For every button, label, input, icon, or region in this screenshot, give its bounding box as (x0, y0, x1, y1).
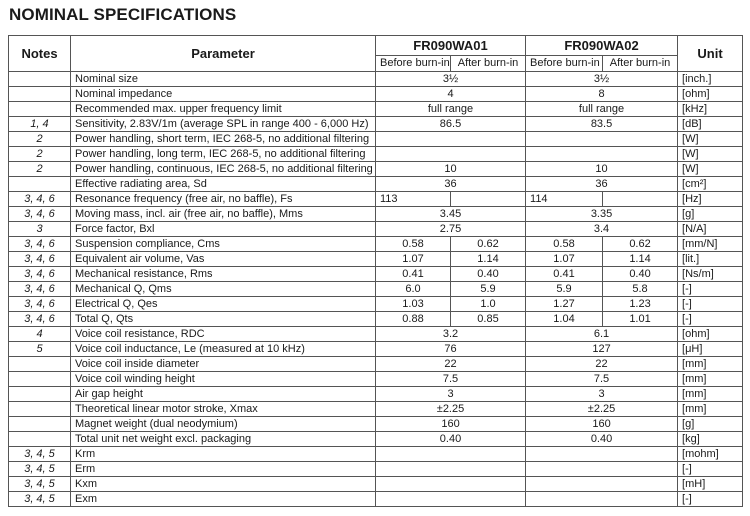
unit-cell: [mohm] (678, 447, 743, 462)
notes-header: Notes (9, 36, 71, 72)
value-cell: 1.23 (603, 297, 678, 312)
value-cell: 0.85 (451, 312, 526, 327)
unit-cell: [ohm] (678, 327, 743, 342)
notes-cell (9, 357, 71, 372)
parameter-cell: Nominal size (71, 72, 376, 87)
table-row (9, 177, 743, 192)
value-cell (526, 462, 678, 477)
notes-cell: 3, 4, 6 (9, 297, 71, 312)
value-cell: 3.2 (376, 327, 526, 342)
value-cell (376, 447, 526, 462)
unit-cell: [W] (678, 147, 743, 162)
value-cell: full range (526, 102, 678, 117)
table-row (9, 372, 743, 387)
notes-cell (9, 72, 71, 87)
table-row (9, 87, 743, 102)
table-row (9, 417, 743, 432)
value-cell: 83.5 (526, 117, 678, 132)
parameter-cell: Mechanical Q, Qms (71, 282, 376, 297)
model-header: FR090WA01 (376, 36, 526, 56)
spec-table (8, 35, 743, 507)
unit-cell: [kg] (678, 432, 743, 447)
value-cell: 1.27 (526, 297, 603, 312)
value-cell (526, 477, 678, 492)
table-row (9, 387, 743, 402)
value-cell (526, 147, 678, 162)
value-cell: 6.0 (376, 282, 451, 297)
parameter-cell: Voice coil winding height (71, 372, 376, 387)
table-row (9, 237, 743, 252)
notes-cell: 3, 4, 5 (9, 447, 71, 462)
table-row (9, 282, 743, 297)
value-cell: 5.9 (526, 282, 603, 297)
value-cell: 36 (526, 177, 678, 192)
unit-cell: [Hz] (678, 192, 743, 207)
notes-cell: 2 (9, 147, 71, 162)
notes-cell (9, 417, 71, 432)
notes-cell: 3, 4, 6 (9, 312, 71, 327)
parameter-cell: Voice coil resistance, RDC (71, 327, 376, 342)
value-cell: 1.04 (526, 312, 603, 327)
table-row (9, 147, 743, 162)
table-row (9, 432, 743, 447)
notes-cell: 3 (9, 222, 71, 237)
value-cell: 5.9 (451, 282, 526, 297)
parameter-cell: Exm (71, 492, 376, 507)
parameter-cell: Nominal impedance (71, 87, 376, 102)
notes-cell: 3, 4, 6 (9, 237, 71, 252)
before-burn-in-header: Before burn-in (376, 56, 451, 72)
value-cell: 0.58 (526, 237, 603, 252)
value-cell: 1.03 (376, 297, 451, 312)
table-row (9, 252, 743, 267)
after-burn-in-header: After burn-in (451, 56, 526, 72)
value-cell: 3.45 (376, 207, 526, 222)
value-cell: 0.40 (526, 432, 678, 447)
parameter-cell: Magnet weight (dual neodymium) (71, 417, 376, 432)
value-cell: ±2.25 (526, 402, 678, 417)
value-cell: 160 (376, 417, 526, 432)
table-row (9, 162, 743, 177)
unit-cell: [-] (678, 297, 743, 312)
value-cell: 36 (376, 177, 526, 192)
parameter-cell: Force factor, Bxl (71, 222, 376, 237)
unit-cell: [mm] (678, 387, 743, 402)
value-cell (526, 447, 678, 462)
parameter-cell: Equivalent air volume, Vas (71, 252, 376, 267)
table-row (9, 447, 743, 462)
parameter-cell: Suspension compliance, Cms (71, 237, 376, 252)
value-cell: 7.5 (376, 372, 526, 387)
unit-cell: [W] (678, 162, 743, 177)
parameter-cell: Krm (71, 447, 376, 462)
notes-cell (9, 387, 71, 402)
parameter-cell: Mechanical resistance, Rms (71, 267, 376, 282)
parameter-cell: Air gap height (71, 387, 376, 402)
unit-cell: [lit.] (678, 252, 743, 267)
table-row (9, 342, 743, 357)
value-cell: 127 (526, 342, 678, 357)
parameter-cell: Effective radiating area, Sd (71, 177, 376, 192)
notes-cell: 3, 4, 6 (9, 267, 71, 282)
parameter-cell: Erm (71, 462, 376, 477)
value-cell: 22 (526, 357, 678, 372)
parameter-cell: Voice coil inductance, Le (measured at 10 kHz) (71, 342, 376, 357)
table-row (9, 72, 743, 87)
notes-cell: 4 (9, 327, 71, 342)
unit-cell: [mm] (678, 357, 743, 372)
value-cell: 8 (526, 87, 678, 102)
unit-cell: [cm²] (678, 177, 743, 192)
value-cell (603, 192, 678, 207)
value-cell: 0.62 (603, 237, 678, 252)
value-cell (376, 132, 526, 147)
unit-cell: [-] (678, 282, 743, 297)
page-title: NOMINAL SPECIFICATIONS (9, 5, 237, 24)
unit-cell: [W] (678, 132, 743, 147)
value-cell: 7.5 (526, 372, 678, 387)
value-cell (376, 462, 526, 477)
parameter-cell: Recommended max. upper frequency limit (71, 102, 376, 117)
value-cell: 3½ (376, 72, 526, 87)
value-cell: 0.88 (376, 312, 451, 327)
value-cell: 0.41 (376, 267, 451, 282)
parameter-cell: Kxm (71, 477, 376, 492)
notes-cell: 3, 4, 5 (9, 477, 71, 492)
notes-cell: 1, 4 (9, 117, 71, 132)
value-cell: 160 (526, 417, 678, 432)
value-cell: 114 (526, 192, 603, 207)
unit-cell: [Ns/m] (678, 267, 743, 282)
value-cell: full range (376, 102, 526, 117)
notes-cell: 3, 4, 5 (9, 462, 71, 477)
table-row (9, 117, 743, 132)
table-row (9, 297, 743, 312)
value-cell: 6.1 (526, 327, 678, 342)
table-row (9, 222, 743, 237)
parameter-cell: Electrical Q, Qes (71, 297, 376, 312)
parameter-cell: Sensitivity, 2.83V/1m (average SPL in range 400 - 6,000 Hz) (71, 117, 376, 132)
value-cell: 3 (376, 387, 526, 402)
unit-cell: [mm] (678, 402, 743, 417)
value-cell: 1.0 (451, 297, 526, 312)
value-cell (376, 492, 526, 507)
table-row (9, 192, 743, 207)
value-cell: 22 (376, 357, 526, 372)
value-cell: 0.40 (603, 267, 678, 282)
unit-cell: [ohm] (678, 87, 743, 102)
parameter-cell: Theoretical linear motor stroke, Xmax (71, 402, 376, 417)
unit-cell: [kHz] (678, 102, 743, 117)
unit-cell: [dB] (678, 117, 743, 132)
value-cell: 3.35 (526, 207, 678, 222)
value-cell: 0.58 (376, 237, 451, 252)
notes-cell (9, 402, 71, 417)
notes-cell: 2 (9, 132, 71, 147)
parameter-cell: Resonance frequency (free air, no baffle), Fs (71, 192, 376, 207)
unit-cell: [inch.] (678, 72, 743, 87)
table-row (9, 132, 743, 147)
unit-header: Unit (678, 36, 743, 72)
parameter-cell: Power handling, long term, IEC 268-5, no additional filtering (71, 147, 376, 162)
unit-cell: [g] (678, 417, 743, 432)
value-cell: ±2.25 (376, 402, 526, 417)
value-cell (376, 147, 526, 162)
after-burn-in-header: After burn-in (603, 56, 678, 72)
value-cell: 1.01 (603, 312, 678, 327)
value-cell: 10 (526, 162, 678, 177)
unit-cell: [μH] (678, 342, 743, 357)
value-cell (451, 192, 526, 207)
value-cell (526, 492, 678, 507)
table-row (9, 267, 743, 282)
parameter-cell: Power handling, short term, IEC 268-5, no additional filtering (71, 132, 376, 147)
unit-cell: [N/A] (678, 222, 743, 237)
notes-cell (9, 432, 71, 447)
unit-cell: [mm] (678, 372, 743, 387)
value-cell (526, 132, 678, 147)
notes-cell: 2 (9, 162, 71, 177)
table-row (9, 357, 743, 372)
before-burn-in-header: Before burn-in (526, 56, 603, 72)
value-cell: 3½ (526, 72, 678, 87)
notes-cell (9, 177, 71, 192)
parameter-cell: Power handling, continuous, IEC 268-5, no additional filtering (71, 162, 376, 177)
notes-cell: 3, 4, 6 (9, 207, 71, 222)
value-cell: 3.4 (526, 222, 678, 237)
unit-cell: [mm/N] (678, 237, 743, 252)
table-row (9, 207, 743, 222)
notes-cell: 3, 4, 6 (9, 282, 71, 297)
parameter-header: Parameter (71, 36, 376, 72)
value-cell: 10 (376, 162, 526, 177)
table-row (9, 312, 743, 327)
value-cell: 1.14 (603, 252, 678, 267)
notes-cell (9, 372, 71, 387)
value-cell: 4 (376, 87, 526, 102)
unit-cell: [mH] (678, 477, 743, 492)
table-row (9, 492, 743, 507)
notes-cell: 3, 4, 5 (9, 492, 71, 507)
value-cell: 3 (526, 387, 678, 402)
table-row (9, 402, 743, 417)
value-cell: 1.07 (526, 252, 603, 267)
value-cell: 1.14 (451, 252, 526, 267)
table-row (9, 327, 743, 342)
table-row (9, 462, 743, 477)
parameter-cell: Total unit net weight excl. packaging (71, 432, 376, 447)
value-cell (376, 477, 526, 492)
unit-cell: [-] (678, 462, 743, 477)
unit-cell: [-] (678, 492, 743, 507)
unit-cell: [g] (678, 207, 743, 222)
notes-cell (9, 102, 71, 117)
notes-cell: 3, 4, 6 (9, 192, 71, 207)
table-row (9, 102, 743, 117)
value-cell: 113 (376, 192, 451, 207)
value-cell: 2.75 (376, 222, 526, 237)
value-cell: 0.40 (451, 267, 526, 282)
unit-cell: [-] (678, 312, 743, 327)
notes-cell: 5 (9, 342, 71, 357)
table-row (9, 477, 743, 492)
notes-cell (9, 87, 71, 102)
value-cell: 76 (376, 342, 526, 357)
value-cell: 1.07 (376, 252, 451, 267)
parameter-cell: Moving mass, incl. air (free air, no baffle), Mms (71, 207, 376, 222)
model-header: FR090WA02 (526, 36, 678, 56)
value-cell: 86.5 (376, 117, 526, 132)
parameter-cell: Total Q, Qts (71, 312, 376, 327)
value-cell: 5.8 (603, 282, 678, 297)
value-cell: 0.40 (376, 432, 526, 447)
value-cell: 0.41 (526, 267, 603, 282)
notes-cell: 3, 4, 6 (9, 252, 71, 267)
parameter-cell: Voice coil inside diameter (71, 357, 376, 372)
value-cell: 0.62 (451, 237, 526, 252)
